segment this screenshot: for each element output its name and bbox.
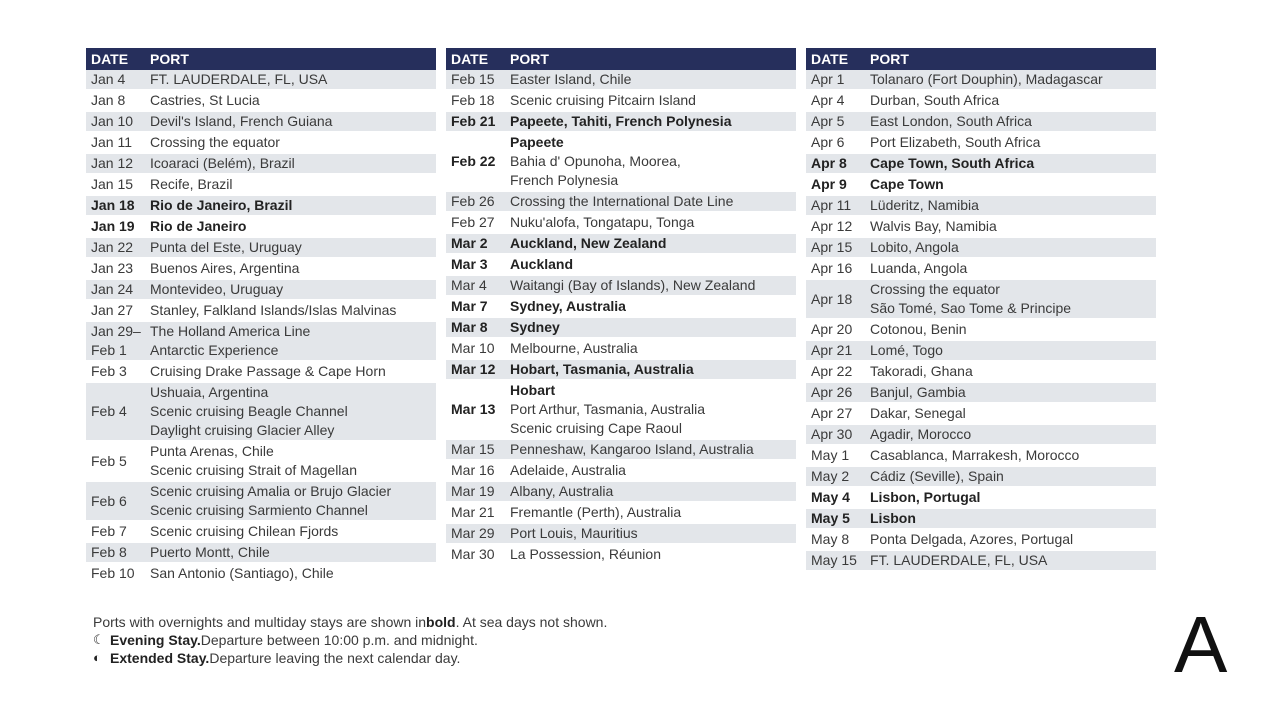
port-line: Crossing the equator <box>150 134 280 150</box>
row-port <box>150 217 436 236</box>
port-line: Agadir, Morocco <box>870 426 972 442</box>
table-row <box>806 446 1156 467</box>
port-line: Port Elizabeth, South Africa <box>870 134 1041 150</box>
row-date: Apr 9 <box>811 176 847 192</box>
row-date: Mar 15 <box>451 441 495 457</box>
port-line: Montevideo, Uruguay <box>150 281 284 297</box>
row-date: Jan 19 <box>91 218 135 234</box>
table-row <box>806 133 1156 154</box>
row-port <box>870 154 1156 173</box>
row-port <box>510 255 796 274</box>
port-line: Scenic cruising Amalia or Brujo Glacier <box>150 483 392 499</box>
row-date: Jan 4 <box>91 71 126 87</box>
row-date: Jan 24 <box>91 281 134 297</box>
row-date: Feb 15 <box>451 71 495 87</box>
row-port <box>150 70 436 89</box>
table-row <box>86 322 436 362</box>
table-row <box>446 545 796 566</box>
port-line: Dakar, Senegal <box>870 405 966 421</box>
table-row <box>446 133 796 192</box>
row-date: May 1 <box>811 447 850 463</box>
row-port <box>510 133 796 190</box>
table-row <box>446 91 796 112</box>
table-row <box>86 259 436 280</box>
table-row <box>806 488 1156 509</box>
port-line: Walvis Bay, Namibia <box>870 218 997 234</box>
table-row <box>86 564 436 585</box>
row-port <box>510 545 796 564</box>
port-line: Papeete, Tahiti, French Polynesia <box>510 113 732 129</box>
row-date: Mar 10 <box>451 340 495 356</box>
table-row <box>806 70 1156 91</box>
row-date: Jan 10 <box>91 113 134 129</box>
row-date: May 4 <box>811 489 850 505</box>
port-line: Castries, St Lucia <box>150 92 260 108</box>
row-port <box>870 488 1156 507</box>
table-row <box>86 91 436 112</box>
row-date: Jan 18 <box>91 197 135 213</box>
port-line: Nuku'alofa, Tongatapu, Tonga <box>510 214 695 230</box>
row-date: Mar 30 <box>451 546 495 562</box>
row-port <box>510 318 796 337</box>
port-line: Ushuaia, Argentina <box>150 384 269 400</box>
row-date: Apr 27 <box>811 405 853 421</box>
row-port <box>150 133 436 152</box>
row-port <box>150 564 436 583</box>
table-row <box>806 196 1156 217</box>
legend-note-text-end: . At sea days not shown. <box>455 614 608 630</box>
row-date: Feb 5 <box>91 452 127 469</box>
itinerary-column-1 <box>86 48 436 585</box>
row-date: Mar 13 <box>451 401 496 417</box>
row-date: Jan 22 <box>91 239 134 255</box>
extended-stay-text: Departure leaving the next calendar day. <box>209 650 461 666</box>
table-row <box>446 360 796 381</box>
row-date: Apr 18 <box>811 290 853 307</box>
row-date: Jan 29– Feb 1 <box>91 323 141 358</box>
port-line: Rio de Janeiro <box>150 218 247 234</box>
port-line: Tolanaro (Fort Douphin), Madagascar <box>870 71 1103 87</box>
row-date: Jan 27 <box>91 302 134 318</box>
evening-stay-text: Departure between 10:00 p.m. and midnight. <box>200 632 478 648</box>
table-row <box>806 238 1156 259</box>
row-date: Jan 8 <box>91 92 126 108</box>
table-row <box>806 91 1156 112</box>
row-date: Apr 4 <box>811 92 845 108</box>
port-line: Melbourne, Australia <box>510 340 638 356</box>
port-line: East London, South Africa <box>870 113 1032 129</box>
row-date: Apr 20 <box>811 321 853 337</box>
table-row <box>806 509 1156 530</box>
row-port <box>510 360 796 379</box>
row-port <box>150 383 436 440</box>
row-port <box>870 467 1156 486</box>
row-date: Jan 23 <box>91 260 134 276</box>
table-row <box>86 133 436 154</box>
row-date: Mar 7 <box>451 298 488 314</box>
itinerary-column-3 <box>806 48 1156 572</box>
table-row <box>86 70 436 91</box>
port-line: Fremantle (Perth), Australia <box>510 504 682 520</box>
row-date: Feb 6 <box>91 492 127 509</box>
crescent-moon-icon: ☾ <box>93 632 105 647</box>
port-line: Lisbon <box>870 510 916 526</box>
port-line: Durban, South Africa <box>870 92 1000 108</box>
row-port <box>870 175 1156 194</box>
table-row <box>806 217 1156 238</box>
row-port <box>870 362 1156 381</box>
table-row <box>446 381 796 440</box>
table-row <box>86 154 436 175</box>
row-date: May 2 <box>811 468 850 484</box>
table-row <box>86 175 436 196</box>
port-line: Adelaide, Australia <box>510 462 626 478</box>
port-line: French Polynesia <box>510 172 619 188</box>
row-date: Feb 10 <box>91 565 135 581</box>
row-port <box>150 154 436 173</box>
row-port <box>150 482 436 520</box>
port-line: Auckland <box>510 256 574 272</box>
row-port <box>150 259 436 278</box>
row-port <box>150 322 436 360</box>
row-date: Feb 7 <box>91 523 127 539</box>
row-port <box>870 425 1156 444</box>
row-port <box>510 339 796 358</box>
port-line: FT. LAUDERDALE, FL, USA <box>870 552 1048 568</box>
row-date: May 5 <box>811 510 850 526</box>
table-row <box>446 112 796 133</box>
row-port <box>150 543 436 562</box>
port-line: Rio de Janeiro, Brazil <box>150 197 293 213</box>
port-line: Devil's Island, French Guiana <box>150 113 333 129</box>
port-line: Casablanca, Marrakesh, Morocco <box>870 447 1080 463</box>
row-date: Jan 11 <box>91 134 132 150</box>
row-port <box>510 213 796 232</box>
row-port <box>870 383 1156 402</box>
port-line: Papeete <box>510 134 564 150</box>
row-port <box>150 362 436 381</box>
port-line: Recife, Brazil <box>150 176 233 192</box>
table-row <box>806 467 1156 488</box>
table-row <box>446 482 796 503</box>
row-date: Feb 26 <box>451 193 495 209</box>
row-port <box>510 461 796 480</box>
table-row <box>86 217 436 238</box>
row-date: Jan 12 <box>91 155 134 171</box>
table-row <box>446 318 796 339</box>
port-line: San Antonio (Santiago), Chile <box>150 565 334 581</box>
row-date: Apr 30 <box>811 426 853 442</box>
row-port <box>510 112 796 131</box>
port-line: Cape Town <box>870 176 944 192</box>
table-row <box>446 70 796 91</box>
legend-note-bold: bold <box>426 614 456 630</box>
port-line: Waitangi (Bay of Islands), New Zealand <box>510 277 756 293</box>
table-header <box>86 48 436 70</box>
header-port: PORT <box>510 51 549 67</box>
table-header <box>806 48 1156 70</box>
table-row <box>806 154 1156 175</box>
port-line: Puerto Montt, Chile <box>150 544 270 560</box>
port-line: Luanda, Angola <box>870 260 968 276</box>
table-row <box>86 112 436 133</box>
row-date: Apr 21 <box>811 342 853 358</box>
port-line: Antarctic Experience <box>150 342 279 358</box>
table-row <box>806 259 1156 280</box>
table-row <box>446 213 796 234</box>
row-date: Mar 12 <box>451 361 496 377</box>
row-date: Apr 1 <box>811 71 845 87</box>
row-date: Feb 27 <box>451 214 495 230</box>
row-date: Apr 16 <box>811 260 853 276</box>
table-header <box>446 48 796 70</box>
port-line: Lüderitz, Namibia <box>870 197 979 213</box>
legend <box>93 613 607 667</box>
port-line: Punta Arenas, Chile <box>150 443 274 459</box>
table-row <box>806 320 1156 341</box>
port-line: Scenic cruising Beagle Channel <box>150 403 348 419</box>
row-date: Mar 19 <box>451 483 495 499</box>
row-port <box>870 112 1156 131</box>
row-date: Mar 4 <box>451 277 487 293</box>
table-row <box>806 280 1156 320</box>
port-line: Penneshaw, Kangaroo Island, Australia <box>510 441 754 457</box>
row-date: Mar 3 <box>451 256 488 272</box>
table-row <box>806 112 1156 133</box>
corner-letter: A <box>1174 600 1228 689</box>
header-port: PORT <box>870 51 909 67</box>
legend-evening-stay <box>93 631 607 649</box>
table-row <box>446 297 796 318</box>
port-line: Daylight cruising Glacier Alley <box>150 422 335 438</box>
row-date: Mar 2 <box>451 235 488 251</box>
itinerary-column-2 <box>446 48 796 566</box>
table-row <box>806 341 1156 362</box>
table-row <box>806 383 1156 404</box>
table-row <box>86 196 436 217</box>
row-port <box>870 509 1156 528</box>
port-line: Sydney <box>510 319 560 335</box>
port-line: Ponta Delgada, Azores, Portugal <box>870 531 1074 547</box>
header-date: DATE <box>811 51 849 67</box>
header-date: DATE <box>91 51 129 67</box>
table-row <box>86 522 436 543</box>
row-date: May 15 <box>811 552 857 568</box>
row-date: Apr 8 <box>811 155 847 171</box>
legend-extended-stay <box>93 649 607 667</box>
row-date: Feb 3 <box>91 363 127 379</box>
row-date: Mar 8 <box>451 319 488 335</box>
table-row <box>446 339 796 360</box>
row-date: Jan 15 <box>91 176 134 192</box>
row-port <box>510 70 796 89</box>
table-row <box>806 404 1156 425</box>
port-line: Banjul, Gambia <box>870 384 966 400</box>
row-port <box>150 196 436 215</box>
port-line: Hobart <box>510 382 556 398</box>
row-port <box>510 234 796 253</box>
row-port <box>870 551 1156 570</box>
row-date: Feb 18 <box>451 92 495 108</box>
port-line: Crossing the equator <box>870 281 1000 297</box>
row-date: Apr 12 <box>811 218 853 234</box>
row-port <box>510 524 796 543</box>
table-row <box>86 482 436 522</box>
row-date: Apr 22 <box>811 363 853 379</box>
table-row <box>806 362 1156 383</box>
table-row <box>446 524 796 545</box>
port-line: São Tomé, Sao Tome & Principe <box>870 300 1072 316</box>
row-port <box>870 91 1156 110</box>
port-line: Buenos Aires, Argentina <box>150 260 300 276</box>
port-line: Cotonou, Benin <box>870 321 967 337</box>
row-date: Mar 16 <box>451 462 495 478</box>
table-row <box>446 276 796 297</box>
legend-note-text: Ports with overnights and multiday stays are shown in <box>93 614 427 630</box>
port-line: Scenic cruising Chilean Fjords <box>150 523 339 539</box>
row-port <box>870 446 1156 465</box>
row-port <box>510 192 796 211</box>
row-date: Mar 21 <box>451 504 495 520</box>
row-port <box>870 70 1156 89</box>
port-line: Scenic cruising Pitcairn Island <box>510 92 696 108</box>
half-sun-moon-icon: ◐ <box>93 650 101 665</box>
port-line: Port Louis, Mauritius <box>510 525 638 541</box>
row-port <box>870 404 1156 423</box>
port-line: Lomé, Togo <box>870 342 943 358</box>
table-row <box>446 503 796 524</box>
row-port <box>510 381 796 438</box>
row-port <box>150 238 436 257</box>
row-date: Feb 8 <box>91 544 127 560</box>
port-line: Cádiz (Seville), Spain <box>870 468 1004 484</box>
row-port <box>510 276 796 295</box>
row-date: Apr 15 <box>811 239 853 255</box>
row-port <box>870 341 1156 360</box>
row-port <box>510 91 796 110</box>
port-line: Crossing the International Date Line <box>510 193 734 209</box>
row-port <box>870 196 1156 215</box>
row-port <box>870 280 1156 318</box>
row-port <box>870 320 1156 339</box>
port-line: Scenic cruising Cape Raoul <box>510 420 682 436</box>
row-port <box>150 91 436 110</box>
table-row <box>446 255 796 276</box>
table-row <box>806 175 1156 196</box>
row-port <box>870 530 1156 549</box>
port-line: The Holland America Line <box>150 323 311 339</box>
port-line: FT. LAUDERDALE, FL, USA <box>150 71 328 87</box>
row-date: May 8 <box>811 531 850 547</box>
row-port <box>870 238 1156 257</box>
table-row <box>86 383 436 442</box>
port-line: Lobito, Angola <box>870 239 959 255</box>
table-row <box>86 238 436 259</box>
table-row <box>806 551 1156 572</box>
row-port <box>150 112 436 131</box>
port-line: Punta del Este, Uruguay <box>150 239 302 255</box>
table-row <box>86 301 436 322</box>
port-line: La Possession, Réunion <box>510 546 661 562</box>
port-line: Scenic cruising Sarmiento Channel <box>150 502 368 518</box>
port-line: Sydney, Australia <box>510 298 626 314</box>
port-line: Albany, Australia <box>510 483 614 499</box>
port-line: Scenic cruising Strait of Magellan <box>150 462 357 478</box>
port-line: Bahia d' Opunoha, Moorea, <box>510 153 681 169</box>
table-row <box>86 543 436 564</box>
row-date: Feb 4 <box>91 403 127 419</box>
row-port <box>870 133 1156 152</box>
table-row <box>446 461 796 482</box>
legend-bold-note <box>93 613 607 631</box>
table-row <box>86 280 436 301</box>
row-port <box>510 482 796 501</box>
row-date: Apr 6 <box>811 134 845 150</box>
table-row <box>446 234 796 255</box>
table-row <box>806 425 1156 446</box>
row-date: Apr 5 <box>811 113 845 129</box>
port-line: Stanley, Falkland Islands/Islas Malvinas <box>150 302 397 318</box>
table-row <box>446 440 796 461</box>
table-row <box>86 362 436 383</box>
row-port <box>150 442 436 480</box>
row-port <box>870 217 1156 236</box>
port-line: Port Arthur, Tasmania, Australia <box>510 401 706 417</box>
row-date: Apr 26 <box>811 384 853 400</box>
port-line: Takoradi, Ghana <box>870 363 973 379</box>
extended-stay-label: Extended Stay. <box>110 650 210 666</box>
row-date: Feb 21 <box>451 113 496 129</box>
port-line: Cruising Drake Passage & Cape Horn <box>150 363 386 379</box>
table-row <box>86 442 436 482</box>
table-row <box>806 530 1156 551</box>
port-line: Icoaraci (Belém), Brazil <box>150 155 295 171</box>
evening-stay-label: Evening Stay. <box>110 632 201 648</box>
port-line: Cape Town, South Africa <box>870 155 1035 171</box>
port-line: Auckland, New Zealand <box>510 235 667 251</box>
row-port <box>510 503 796 522</box>
header-port: PORT <box>150 51 189 67</box>
row-port <box>150 175 436 194</box>
port-line: Lisbon, Portugal <box>870 489 981 505</box>
row-port <box>510 297 796 316</box>
row-port <box>870 259 1156 278</box>
row-port <box>510 440 796 459</box>
row-date: Feb 22 <box>451 153 496 169</box>
row-port <box>150 522 436 541</box>
row-port <box>150 280 436 299</box>
row-date: Mar 29 <box>451 525 495 541</box>
row-port <box>150 301 436 320</box>
table-row <box>446 192 796 213</box>
port-line: Hobart, Tasmania, Australia <box>510 361 694 377</box>
port-line: Easter Island, Chile <box>510 71 632 87</box>
header-date: DATE <box>451 51 489 67</box>
row-date: Apr 11 <box>811 197 852 213</box>
